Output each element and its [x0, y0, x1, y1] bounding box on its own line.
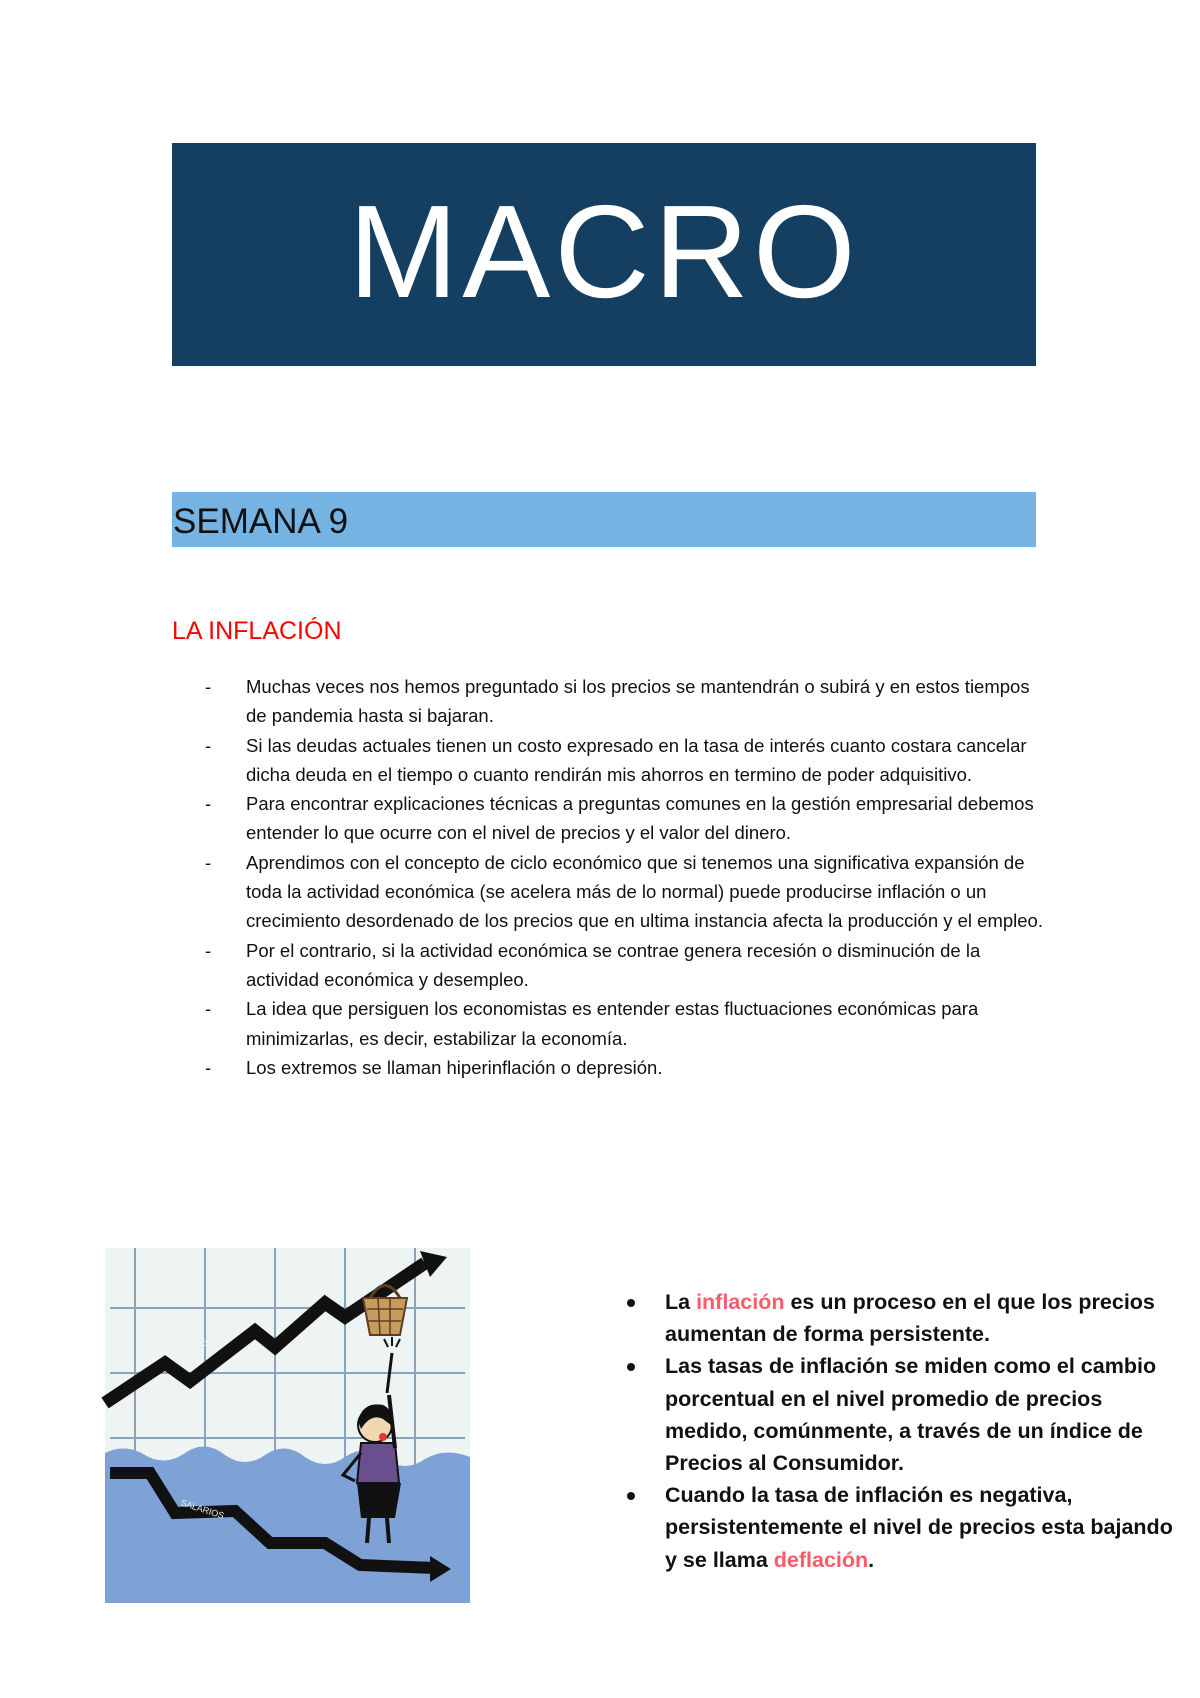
list-item: [205, 994, 1045, 1053]
bullet-dash: -: [205, 793, 212, 815]
bullet-list: [205, 672, 1045, 1082]
list-item-text: Muchas veces nos hemos preguntado si los precios se mantendrán o subirá y en estos tiempos de pandemia hasta si bajaran.: [246, 676, 1030, 727]
highlighted-term: inflación: [696, 1290, 785, 1314]
title-banner: [172, 143, 1036, 366]
list-item: [205, 731, 1045, 790]
list-item: [625, 1286, 1185, 1350]
list-item: [205, 936, 1045, 995]
bullet-dash: -: [205, 939, 212, 961]
bullet-dot-icon: [627, 1363, 635, 1371]
bullet-dash: -: [205, 851, 212, 873]
fact-text: .: [868, 1547, 875, 1572]
inflation-cartoon-drawing: [95, 1243, 490, 1613]
list-item: [625, 1350, 1185, 1479]
highlighted-term: deflación: [773, 1547, 869, 1572]
document-title: MACRO: [348, 177, 860, 325]
list-item: [205, 672, 1045, 731]
list-item-text: Aprendimos con el concepto de ciclo económico que si tenemos una significativa expansión de toda la actividad económica (se acelera más de lo normal) puede producirse inflación o un crecimiento desordenado de los precios que en ultima instancia afecta la producción y el empleo.: [246, 851, 1043, 932]
list-item-text: Para encontrar explicaciones técnicas a preguntas comunes en la gestión empresarial debemos entender lo que ocurre con el nivel de precios y el valor del dinero.: [246, 793, 1034, 844]
list-item: [205, 1053, 1045, 1082]
inflation-cartoon: [95, 1243, 490, 1613]
wages-label: SALARIOS: [179, 1497, 226, 1521]
week-bar: [172, 492, 1036, 547]
list-item-text: Los extremos se llaman hiperinflación o depresión.: [246, 1056, 663, 1078]
fact-text: Las tasas de inflación se miden como el cambio porcentual en el nivel promedio de precios medido, comúnmente, a través de un índice de Precios al Consumidor.: [665, 1354, 1157, 1476]
fact-text: La: [665, 1290, 697, 1314]
list-item: [625, 1479, 1185, 1576]
bullet-dot-icon: [627, 1299, 635, 1307]
bullet-dash: -: [205, 1056, 212, 1078]
inflation-facts-list: [625, 1286, 1185, 1576]
section-heading: LA INFLACIÓN: [172, 617, 342, 645]
list-item: [205, 789, 1045, 848]
week-label: SEMANA 9: [173, 501, 349, 541]
list-item-text: Si las deudas actuales tienen un costo expresado en la tasa de interés cuanto costara cancelar dicha deuda en el tiempo o cuanto rendirán mis ahorros en termino de poder adquisitivo.: [246, 734, 1027, 785]
fact-text: Cuando la tasa de inflación es negativa, persistentemente el nivel de precios esta bajando y se llama: [665, 1483, 1173, 1572]
bullet-dot-icon: [627, 1492, 635, 1500]
fact-text: es un proceso en el que los precios aumentan de forma persistente.: [665, 1290, 1155, 1347]
bullet-dash: -: [205, 734, 212, 756]
list-item-text: Por el contrario, si la actividad económica se contrae genera recesión o disminución de la actividad económica y desempleo.: [246, 939, 981, 990]
bullet-dash: -: [205, 998, 212, 1020]
list-item-text: La idea que persiguen los economistas es entender estas fluctuaciones económicas para minimizarlas, es decir, estabilizar la economía.: [246, 998, 979, 1049]
bullet-dash: -: [205, 676, 212, 697]
list-item: [205, 848, 1045, 936]
cartoon-water: [105, 1446, 470, 1603]
prices-label: PRECIOS: [187, 1322, 231, 1358]
